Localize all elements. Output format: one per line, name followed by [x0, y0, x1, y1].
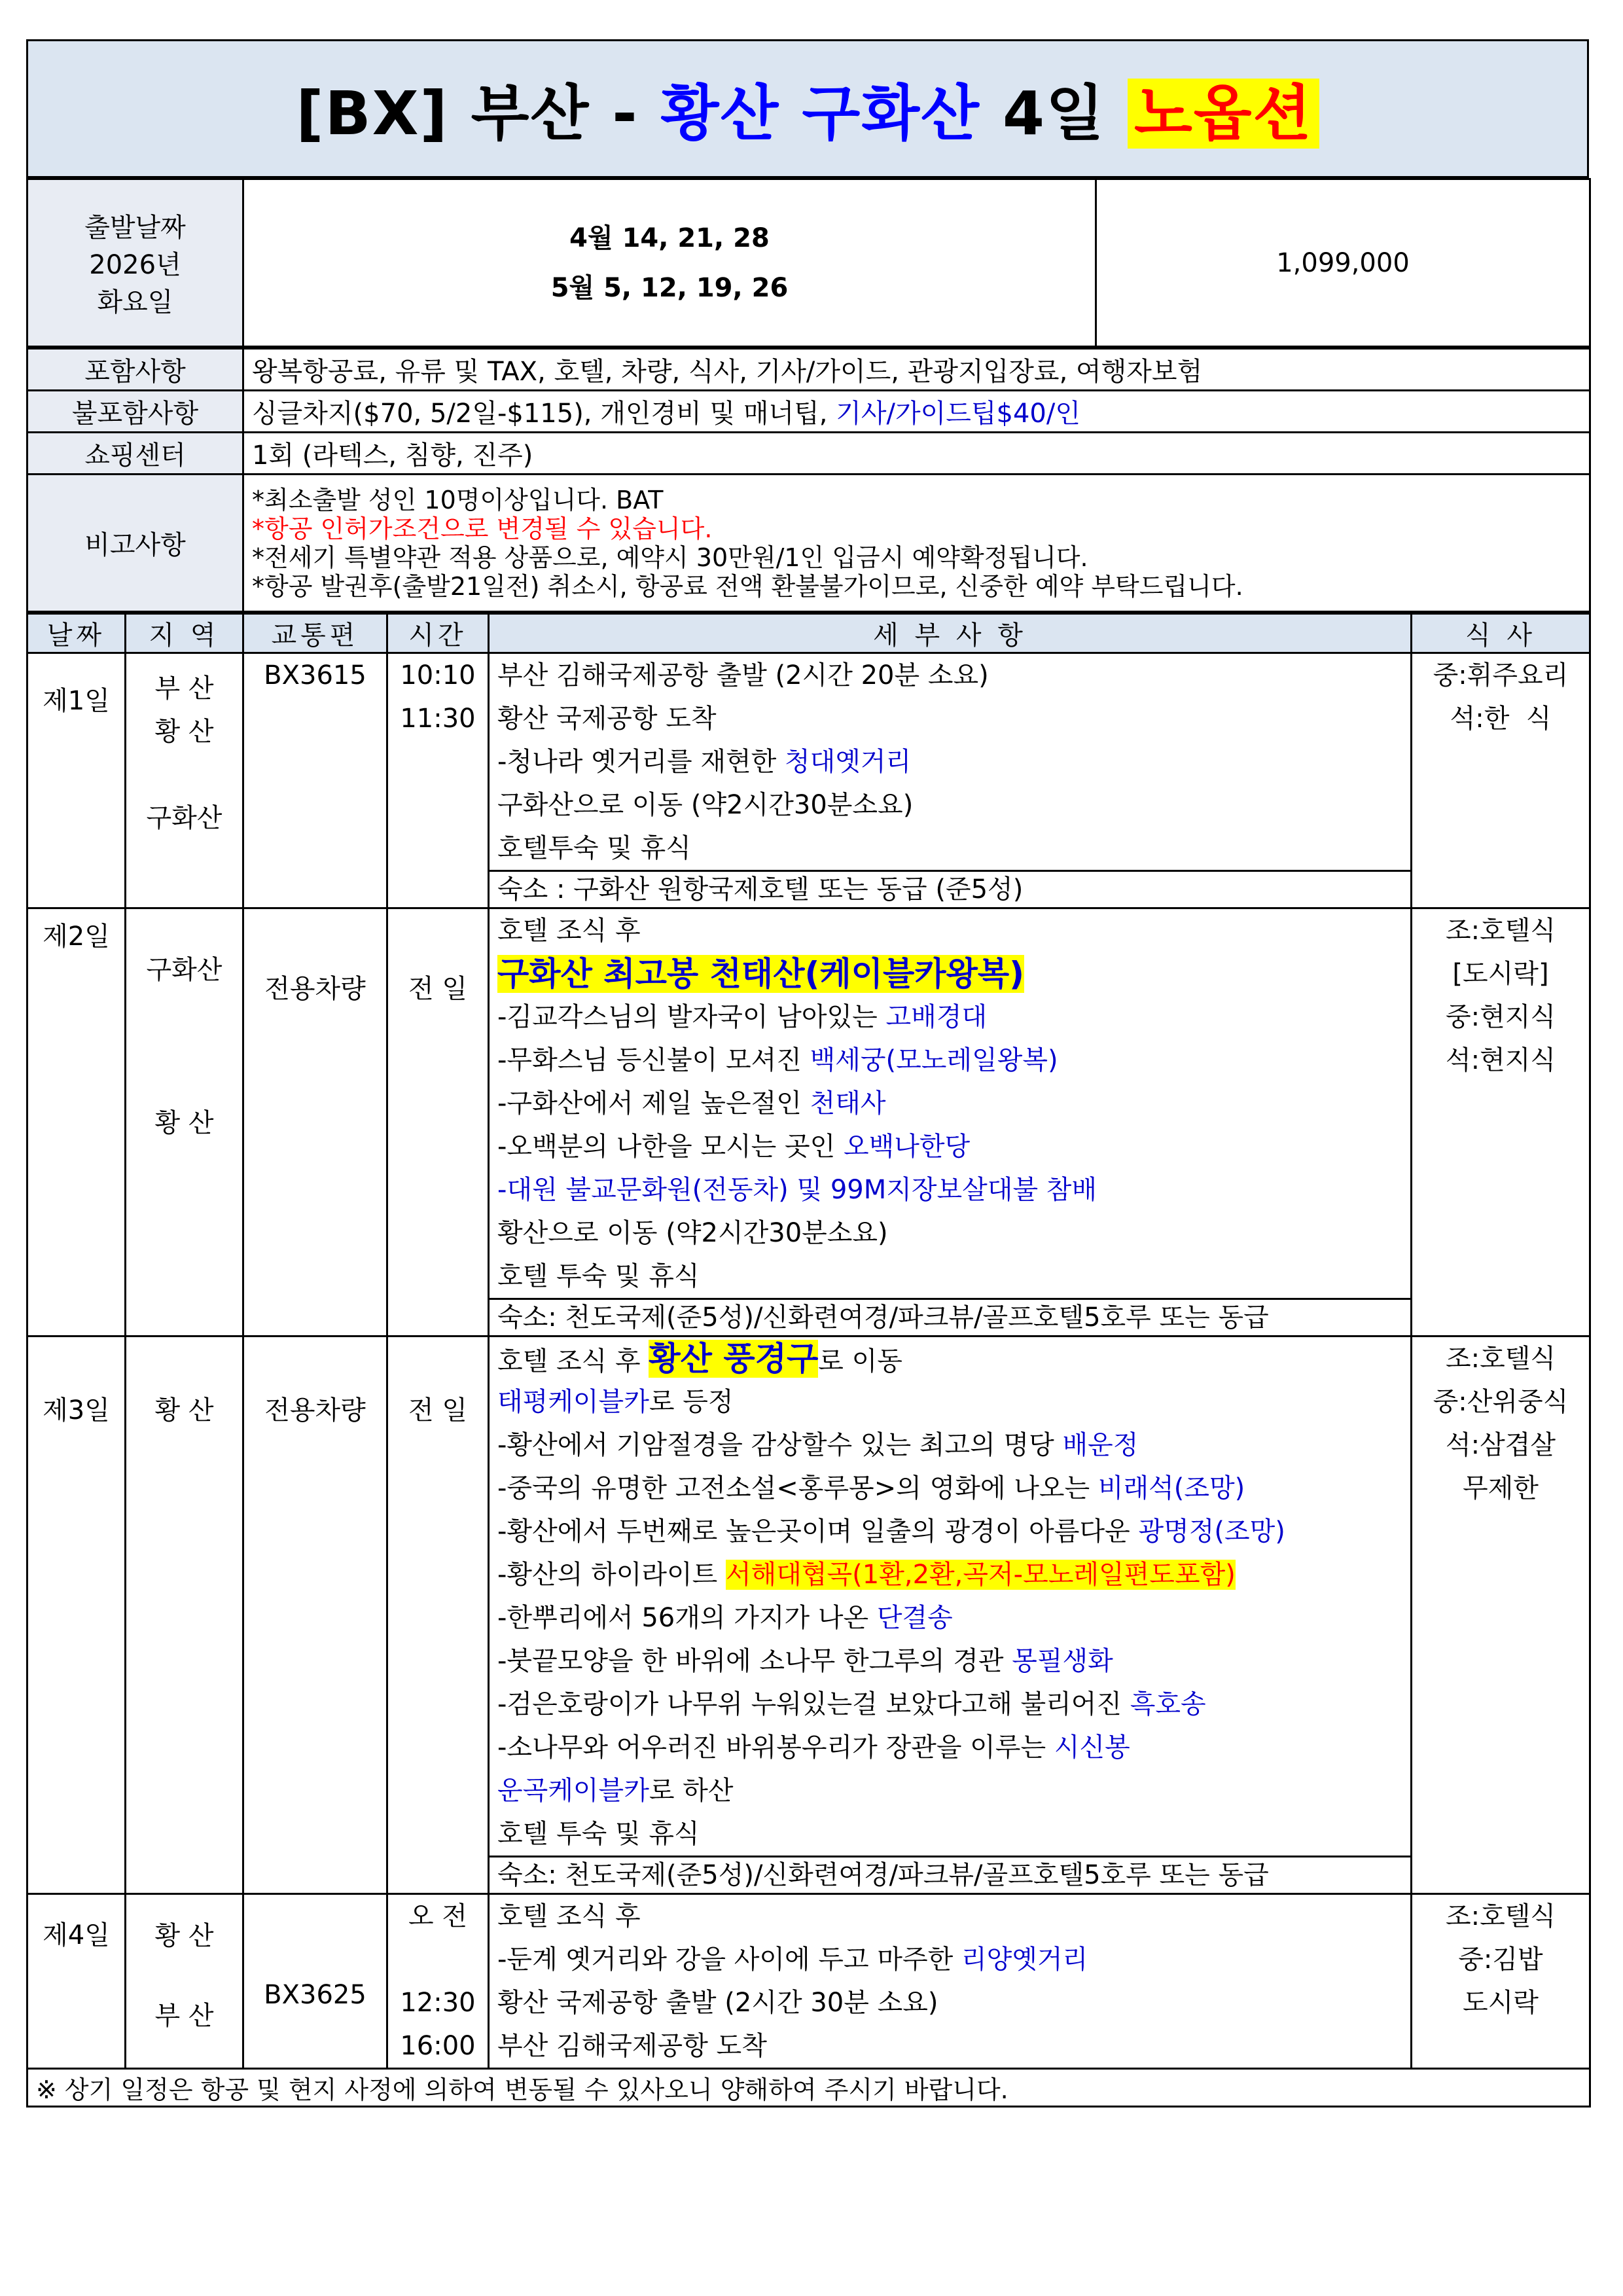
day3-highlight: 황산 풍경구: [649, 1340, 819, 1378]
day3-line-9-place: 흑호송: [1130, 1689, 1206, 1719]
day4-region: [126, 1894, 243, 2069]
day4-time-1: 오 전: [408, 1901, 467, 1931]
info-table: [26, 178, 1591, 348]
day2-line-4-place: 백세궁(모노레일왕복): [810, 1045, 1058, 1075]
title-duration: 4일: [980, 79, 1128, 149]
day4-time-3: 16:00: [400, 2031, 476, 2061]
title-no-option-badge: 노옵션: [1128, 79, 1319, 149]
day4-line-1: 호텔 조식 후: [497, 1901, 641, 1931]
day4-meal-3: 도시락: [1463, 1988, 1539, 2018]
day3-line-8: [490, 1640, 1410, 1683]
day3-cablecar-down: 운곡케이블카: [497, 1776, 649, 1806]
day3-line-3: [490, 1424, 1410, 1467]
day2-line-4-text: -무화스님 등신불이 모셔진: [497, 1045, 810, 1075]
day1-row: [27, 653, 1590, 908]
day1-region-2: 황 산: [154, 717, 214, 747]
day3-line-3-place: 배운정: [1062, 1430, 1139, 1460]
departure-label: 출발날짜: [84, 213, 186, 243]
day3-line-10-text: -소나무와 어우러진 바위봉우리가 장관을 이루는: [497, 1732, 1054, 1763]
header-details: 세 부 사 항: [489, 614, 1412, 653]
title-table: [26, 39, 1589, 178]
header-region: 지 역: [126, 614, 243, 653]
day2-line-5-text: -구화산에서 제일 높은절인: [497, 1088, 810, 1119]
day2-region-2: 황 산: [154, 1108, 214, 1138]
excludes-label: 불포함사항: [27, 391, 243, 433]
day4-time: [387, 1894, 489, 2069]
day3-line-11: [490, 1769, 1410, 1812]
day3-time: 전 일: [387, 1336, 489, 1894]
day2-line-7: -대원 불교문화원(전동차) 및 99M지장보살대불 참배: [497, 1175, 1097, 1205]
day3-line-3-text: -황산에서 기암절경을 감상할수 있는 최고의 명당: [497, 1430, 1063, 1460]
day1-meal-1: 중:휘주요리: [1433, 660, 1569, 691]
day3-line-2: [490, 1380, 1410, 1424]
excludes-tip: 기사/가이드팁$40/인: [836, 399, 1080, 429]
day2-details: [489, 908, 1412, 1336]
day3-label: 제3일: [27, 1336, 126, 1894]
day3-meals: [1412, 1336, 1590, 1894]
day1-line-5: 호텔투숙 및 휴식: [497, 833, 691, 863]
remark-3: *전세기 특별약관 적용 상품으로, 예약시 30만원/1인 입금시 예약확정됩니다.: [252, 543, 1088, 572]
day3-line-9-text: -검은호랑이가 나무위 누워있는걸 보았다고해 불리어진: [497, 1689, 1130, 1719]
excludes-text: 싱글차지($70, 5/2일-$115), 개인경비 및 매너팁,: [252, 399, 836, 429]
day3-row: [27, 1336, 1590, 1894]
day1-line-3-text: -청나라 옛거리를 재현한: [497, 747, 785, 777]
day3-line-1-suffix: 로 이동: [818, 1346, 902, 1376]
day1-meal-2: 석:한 식: [1450, 704, 1552, 734]
day2-region-1: 구화산: [146, 955, 223, 985]
day3-line-12: 호텔 투숙 및 휴식: [497, 1819, 700, 1849]
day1-line-2: 황산 국제공항 도착: [497, 704, 717, 734]
day2-meal-2: [도시락]: [1452, 959, 1549, 989]
header-meals: 식 사: [1412, 614, 1590, 653]
day4-region-1: 황 산: [154, 1921, 214, 1951]
dates-may: 5월 5, 12, 19, 26: [550, 272, 789, 303]
day3-line-1-text: 호텔 조식 후: [497, 1346, 649, 1376]
day3-line-10: [490, 1726, 1410, 1769]
day3-line-6: [490, 1553, 1410, 1596]
day3-stay: 숙소: 천도국제(준5성)/신화련여경/파크뷰/골프호텔5호루 또는 동급: [490, 1856, 1410, 1893]
day3-line-7-place: 단결송: [876, 1603, 953, 1633]
departure-weekday: 화요일: [97, 287, 173, 317]
dates-april: 4월 14, 21, 28: [569, 223, 770, 253]
day3-line-6-text: -황산의 하이라이트: [497, 1560, 726, 1590]
day2-stay: 숙소: 천도국제(준5성)/신화련여경/파크뷰/골프호텔5호루 또는 동급: [490, 1298, 1410, 1335]
page-title: [27, 41, 1588, 177]
day2-line-2: [490, 952, 1410, 996]
day1-line-4: 구화산으로 이동 (약2시간30분소요): [497, 790, 914, 820]
footer-note: ※ 상기 일정은 항공 및 현지 사정에 의하여 변동될 수 있사오니 양해하여 주시기 바랍니다.: [27, 2069, 1590, 2107]
price: 1,099,000: [1096, 179, 1590, 347]
day2-meal-4: 석:현지식: [1445, 1045, 1556, 1075]
day1-region-1: 부 산: [154, 673, 214, 704]
day1-line-1: 부산 김해국제공항 출발 (2시간 20분 소요): [497, 660, 989, 691]
day3-line-4: [490, 1467, 1410, 1510]
day4-row: [27, 1894, 1590, 2069]
day3-line-11-text: 로 하산: [649, 1776, 734, 1806]
day4-line-2-place: 리양옛거리: [961, 1945, 1088, 1975]
day3-meal-2: 중:산위중식: [1433, 1387, 1569, 1417]
departure-dates: [243, 179, 1096, 347]
excludes-value: [243, 391, 1590, 433]
day3-line-5: [490, 1510, 1410, 1553]
day2-line-6: [490, 1125, 1410, 1168]
day1-transport: [243, 653, 387, 908]
day1-details: [489, 653, 1412, 908]
day3-line-9: [490, 1683, 1410, 1726]
day2-line-8: 황산으로 이동 (약2시간30분소요): [497, 1218, 888, 1248]
day4-line-2-text: -둔계 옛거리와 강을 사이에 두고 마주한: [497, 1945, 961, 1975]
day3-line-7: [490, 1596, 1410, 1640]
remarks-label: 비고사항: [27, 475, 243, 612]
day2-transport: 전용차량: [243, 908, 387, 1336]
day4-line-3: 황산 국제공항 출발 (2시간 30분 소요): [497, 1988, 938, 2018]
day3-line-8-place: 몽필생화: [1012, 1646, 1113, 1676]
day3-line-5-text: -황산에서 두번째로 높은곳이며 일출의 광경이 아름다운: [497, 1516, 1139, 1547]
day2-line-1: 호텔 조식 후: [497, 916, 641, 946]
day2-line-3-place: 고배경대: [885, 1002, 988, 1032]
day2-line-3-text: -김교각스님의 발자국이 남아있는: [497, 1002, 886, 1032]
schedule-header-row: [27, 614, 1590, 653]
day4-meal-2: 중:김밥: [1458, 1945, 1543, 1975]
day4-label: 제4일: [27, 1894, 126, 2069]
day2-line-6-text: -오백분의 나한을 모시는 곳인: [497, 1132, 844, 1162]
day2-line-3: [490, 996, 1410, 1039]
header-date: 날짜: [27, 614, 126, 653]
header-transport: 교통편: [243, 614, 387, 653]
remarks-value: [243, 475, 1590, 612]
terms-table: [26, 348, 1591, 613]
day3-meal-1: 조:호텔식: [1445, 1344, 1556, 1374]
departure-label-cell: [27, 179, 243, 347]
day1-stay: 숙소 : 구화산 원항국제호텔 또는 동급 (준5성): [490, 870, 1410, 907]
day3-line-1: [490, 1337, 1410, 1380]
shopping-value: 1회 (라텍스, 침향, 진주): [243, 433, 1590, 475]
includes-value: 왕복항공료, 유류 및 TAX, 호텔, 차량, 식사, 기사/가이드, 관광지입장료, 여행자보험: [243, 349, 1590, 391]
day2-time: 전 일: [387, 908, 489, 1336]
day3-line-2-text: 로 등정: [649, 1387, 734, 1417]
day2-line-5: [490, 1082, 1410, 1125]
day2-meal-1: 조:호텔식: [1445, 916, 1556, 946]
title-part1: [BX] 부산 -: [296, 79, 661, 149]
day3-transport: 전용차량: [243, 1336, 387, 1894]
day4-line-2: [490, 1938, 1410, 1981]
departure-year: 2026년: [89, 250, 181, 280]
day2-line-9: 호텔 투숙 및 휴식: [497, 1261, 700, 1291]
day1-flight: BX3615: [264, 660, 366, 691]
day3-details: [489, 1336, 1412, 1894]
day1-time: [387, 653, 489, 908]
schedule-table: [26, 613, 1591, 2108]
day3-meal-4: 무제한: [1463, 1473, 1539, 1503]
day1-line-3: [490, 740, 1410, 783]
day3-line-6-place: 서해대협곡(1환,2환,곡저-모노레일편도포함): [725, 1560, 1236, 1590]
title-destination: 황산 구화산: [660, 79, 980, 149]
day4-details: [489, 1894, 1412, 2069]
day3-cablecar-up: 태평케이블카: [497, 1387, 649, 1417]
day2-line-5-place: 천태사: [810, 1088, 886, 1119]
day3-line-5-place: 광명정(조망): [1138, 1516, 1285, 1547]
day2-meals: [1412, 908, 1590, 1336]
day3-line-7-text: -한뿌리에서 56개의 가지가 나온: [497, 1603, 877, 1633]
day1-region-3: 구화산: [146, 803, 223, 833]
day2-label: 제2일: [27, 908, 126, 1336]
day3-line-10-place: 시신봉: [1054, 1732, 1130, 1763]
day1-time-1: 10:10: [400, 660, 476, 691]
day4-meals: [1412, 1894, 1590, 2069]
day2-region: [126, 908, 243, 1336]
day2-highlight: 구화산 최고봉 천태산(케이블카왕복): [497, 955, 1025, 993]
day1-label: 제1일: [27, 653, 126, 908]
day3-line-4-text: -중국의 유명한 고전소설<홍루몽>의 영화에 나오는: [497, 1473, 1098, 1503]
day1-time-2: 11:30: [400, 704, 476, 734]
day3-meal-3: 석:삼겹살: [1445, 1430, 1556, 1460]
day2-meal-3: 중:현지식: [1445, 1002, 1556, 1032]
includes-label: 포함사항: [27, 349, 243, 391]
day4-region-2: 부 산: [154, 2001, 214, 2031]
day4-meal-1: 조:호텔식: [1445, 1901, 1556, 1931]
day4-transport: BX3625: [243, 1894, 387, 2069]
day1-meals: [1412, 653, 1590, 908]
day3-line-8-text: -붓끝모양을 한 바위에 소나무 한그루의 경관: [497, 1646, 1012, 1676]
day4-time-2: 12:30: [400, 1988, 476, 2018]
day3-line-4-place: 비래석(조망): [1097, 1473, 1245, 1503]
day1-region: [126, 653, 243, 908]
day2-row: [27, 908, 1590, 1336]
remark-4: *항공 발권후(출발21일전) 취소시, 항공료 전액 환불불가이므로, 신중한 예약 부탁드립니다.: [252, 571, 1243, 601]
remark-1: *최소출발 성인 10명이상입니다. BAT: [252, 485, 664, 514]
header-time: 시간: [387, 614, 489, 653]
shopping-label: 쇼핑센터: [27, 433, 243, 475]
itinerary-document: [26, 39, 1589, 2108]
day2-line-4: [490, 1039, 1410, 1082]
day4-line-4: 부산 김해국제공항 도착: [497, 2031, 767, 2061]
day3-region: 황 산: [126, 1336, 243, 1894]
day2-line-6-place: 오백나한당: [843, 1132, 971, 1162]
day1-line-3-place: 청대옛거리: [784, 747, 912, 777]
remark-2: *항공 인허가조건으로 변경될 수 있습니다.: [252, 514, 713, 543]
